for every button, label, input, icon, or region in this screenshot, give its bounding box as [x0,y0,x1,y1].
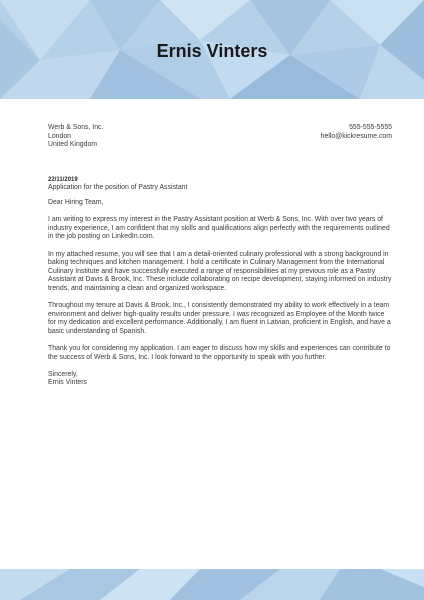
signoff: Sincerely, [48,370,78,378]
contact-email[interactable]: hello@kickresume.com [320,132,392,140]
paragraph: I am writing to express my interest in the Pastry Assistant position at Werb & Sons, Inc. With over two years of industry experience, I am confident that my skills and qualifications align perfectly with the requirements outlined in the job posting on LinkedIn.com. [48,216,390,241]
letter-body [48,199,394,388]
paragraph: Throughout my tenure at Davis & Brook, Inc., I consistently demonstrated my ability to work effectively in a team environment and deliver high-quality results under pressure. I was recognized as Employee of the Month twice for my dedication and excellent performance. Additionally, I am fluent in Latvian, proficient in English, and have a basic understanding of Spanish. [48,302,391,335]
applicant-name: Ernis Vinters [156,41,268,61]
letter-subject: Application for the position of Pastry Assistant [48,184,188,191]
recipient-city: London [48,132,71,140]
footer-banner [0,569,424,600]
recipient-company: Werb & Sons, Inc. [48,124,104,131]
geometric-background [0,569,424,600]
greeting: Dear Hiring Team, [48,199,104,206]
closing [48,371,394,388]
recipient-address [48,124,103,150]
recipient-country: United Kingdom [48,141,98,149]
contact-info [321,124,392,141]
paragraph: Thank you for considering my application. I am eager to discuss how my skills and experiences can contribute to the success of Werb & Sons, Inc. I look forward to the opportunity to speak with you further. [48,345,391,361]
contact-phone: 555-555-5555 [349,124,392,131]
paragraph: In my attached resume, you will see that I am a detail-oriented culinary professional with a strong background in baking techniques and kitchen management. I hold a certificate in Culinary Management from the International Culinary Institute and have successfully executed a range of responsibilities at my previous role as a Pastry Assistant at Davis & Brook, Inc. These include collaborating on recipe development, staying informed on industry trends, and maintaining a clean and organized workspace. [48,250,392,292]
signature: Ernis Vinters [48,379,87,387]
letter-date: 22/11/2019 [48,177,78,183]
